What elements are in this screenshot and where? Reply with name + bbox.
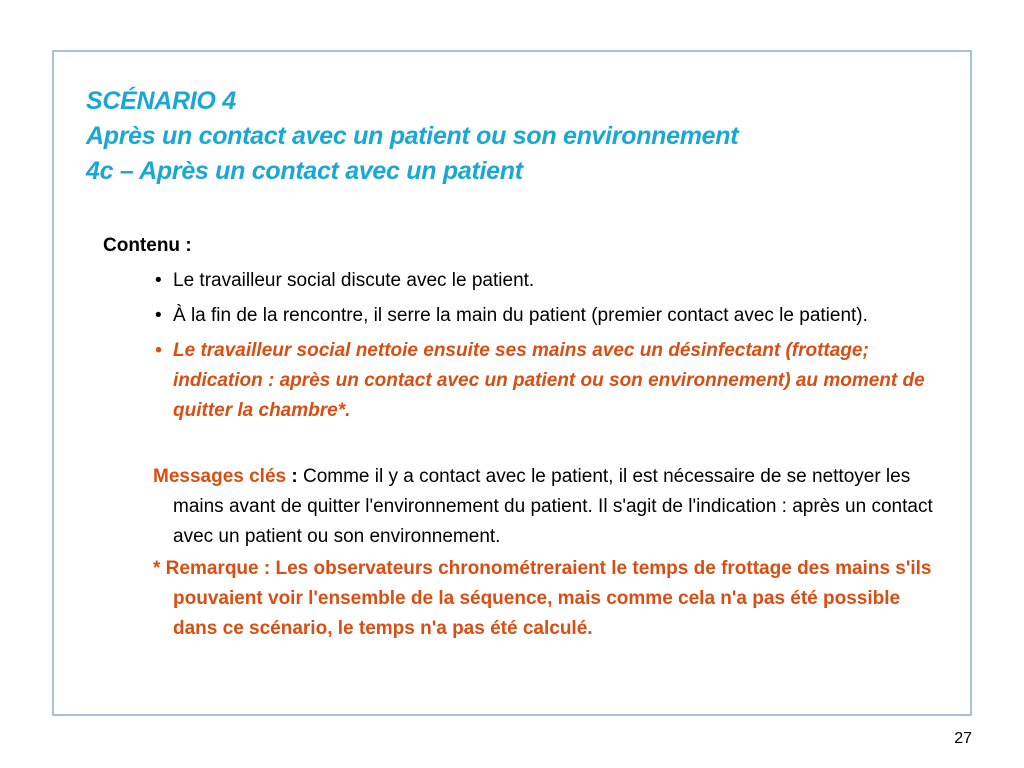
- bullet-item-1: [153, 266, 943, 296]
- bullet-text: À la fin de la rencontre, il serre la main du patient (premier contact avec le patient).: [173, 305, 868, 326]
- title-case: 4c – Après un contact avec un patient: [86, 157, 523, 185]
- slide-title: [86, 84, 946, 189]
- key-messages: [153, 462, 943, 552]
- content-heading: Contenu :: [103, 235, 192, 256]
- bullet-marker: •: [155, 340, 162, 361]
- key-messages-label: Messages clés: [153, 466, 287, 487]
- bullet-marker: •: [155, 270, 162, 291]
- bullet-marker: •: [155, 305, 162, 326]
- bullet-text: Le travailleur social nettoie ensuite ses mains avec un désinfectant (frottage; indication : après un contact avec un patient ou son environnement) au moment de quitter la chambre*.: [173, 340, 925, 421]
- remark-text: * Remarque : Les observateurs chronométreraient le temps de frottage des mains s'ils pouvaient voir l'ensemble de la séquence, mais comme cela n'a pas été possible dans ce scénario, le temps n'a pas été calculé.: [153, 558, 932, 639]
- slide-content: [103, 232, 943, 644]
- content-bullet-list: [103, 266, 943, 426]
- bullet-item-2: [153, 301, 943, 331]
- key-messages-separator: :: [286, 466, 303, 487]
- key-messages-text: Comme il y a contact avec le patient, il est nécessaire de se nettoyer les mains avant de quitter l'environnement du patient. Il s'agit de l'indication : après un contact avec un patient ou son environnement.: [173, 466, 933, 547]
- bullet-text: Le travailleur social discute avec le patient.: [173, 270, 535, 291]
- title-subtitle: Après un contact avec un patient ou son environnement: [86, 122, 739, 150]
- page-number: 27: [954, 730, 972, 747]
- remark-note: [153, 554, 943, 644]
- title-scenario: SCÉNARIO 4: [86, 87, 236, 115]
- bullet-item-3-highlighted: [153, 336, 943, 426]
